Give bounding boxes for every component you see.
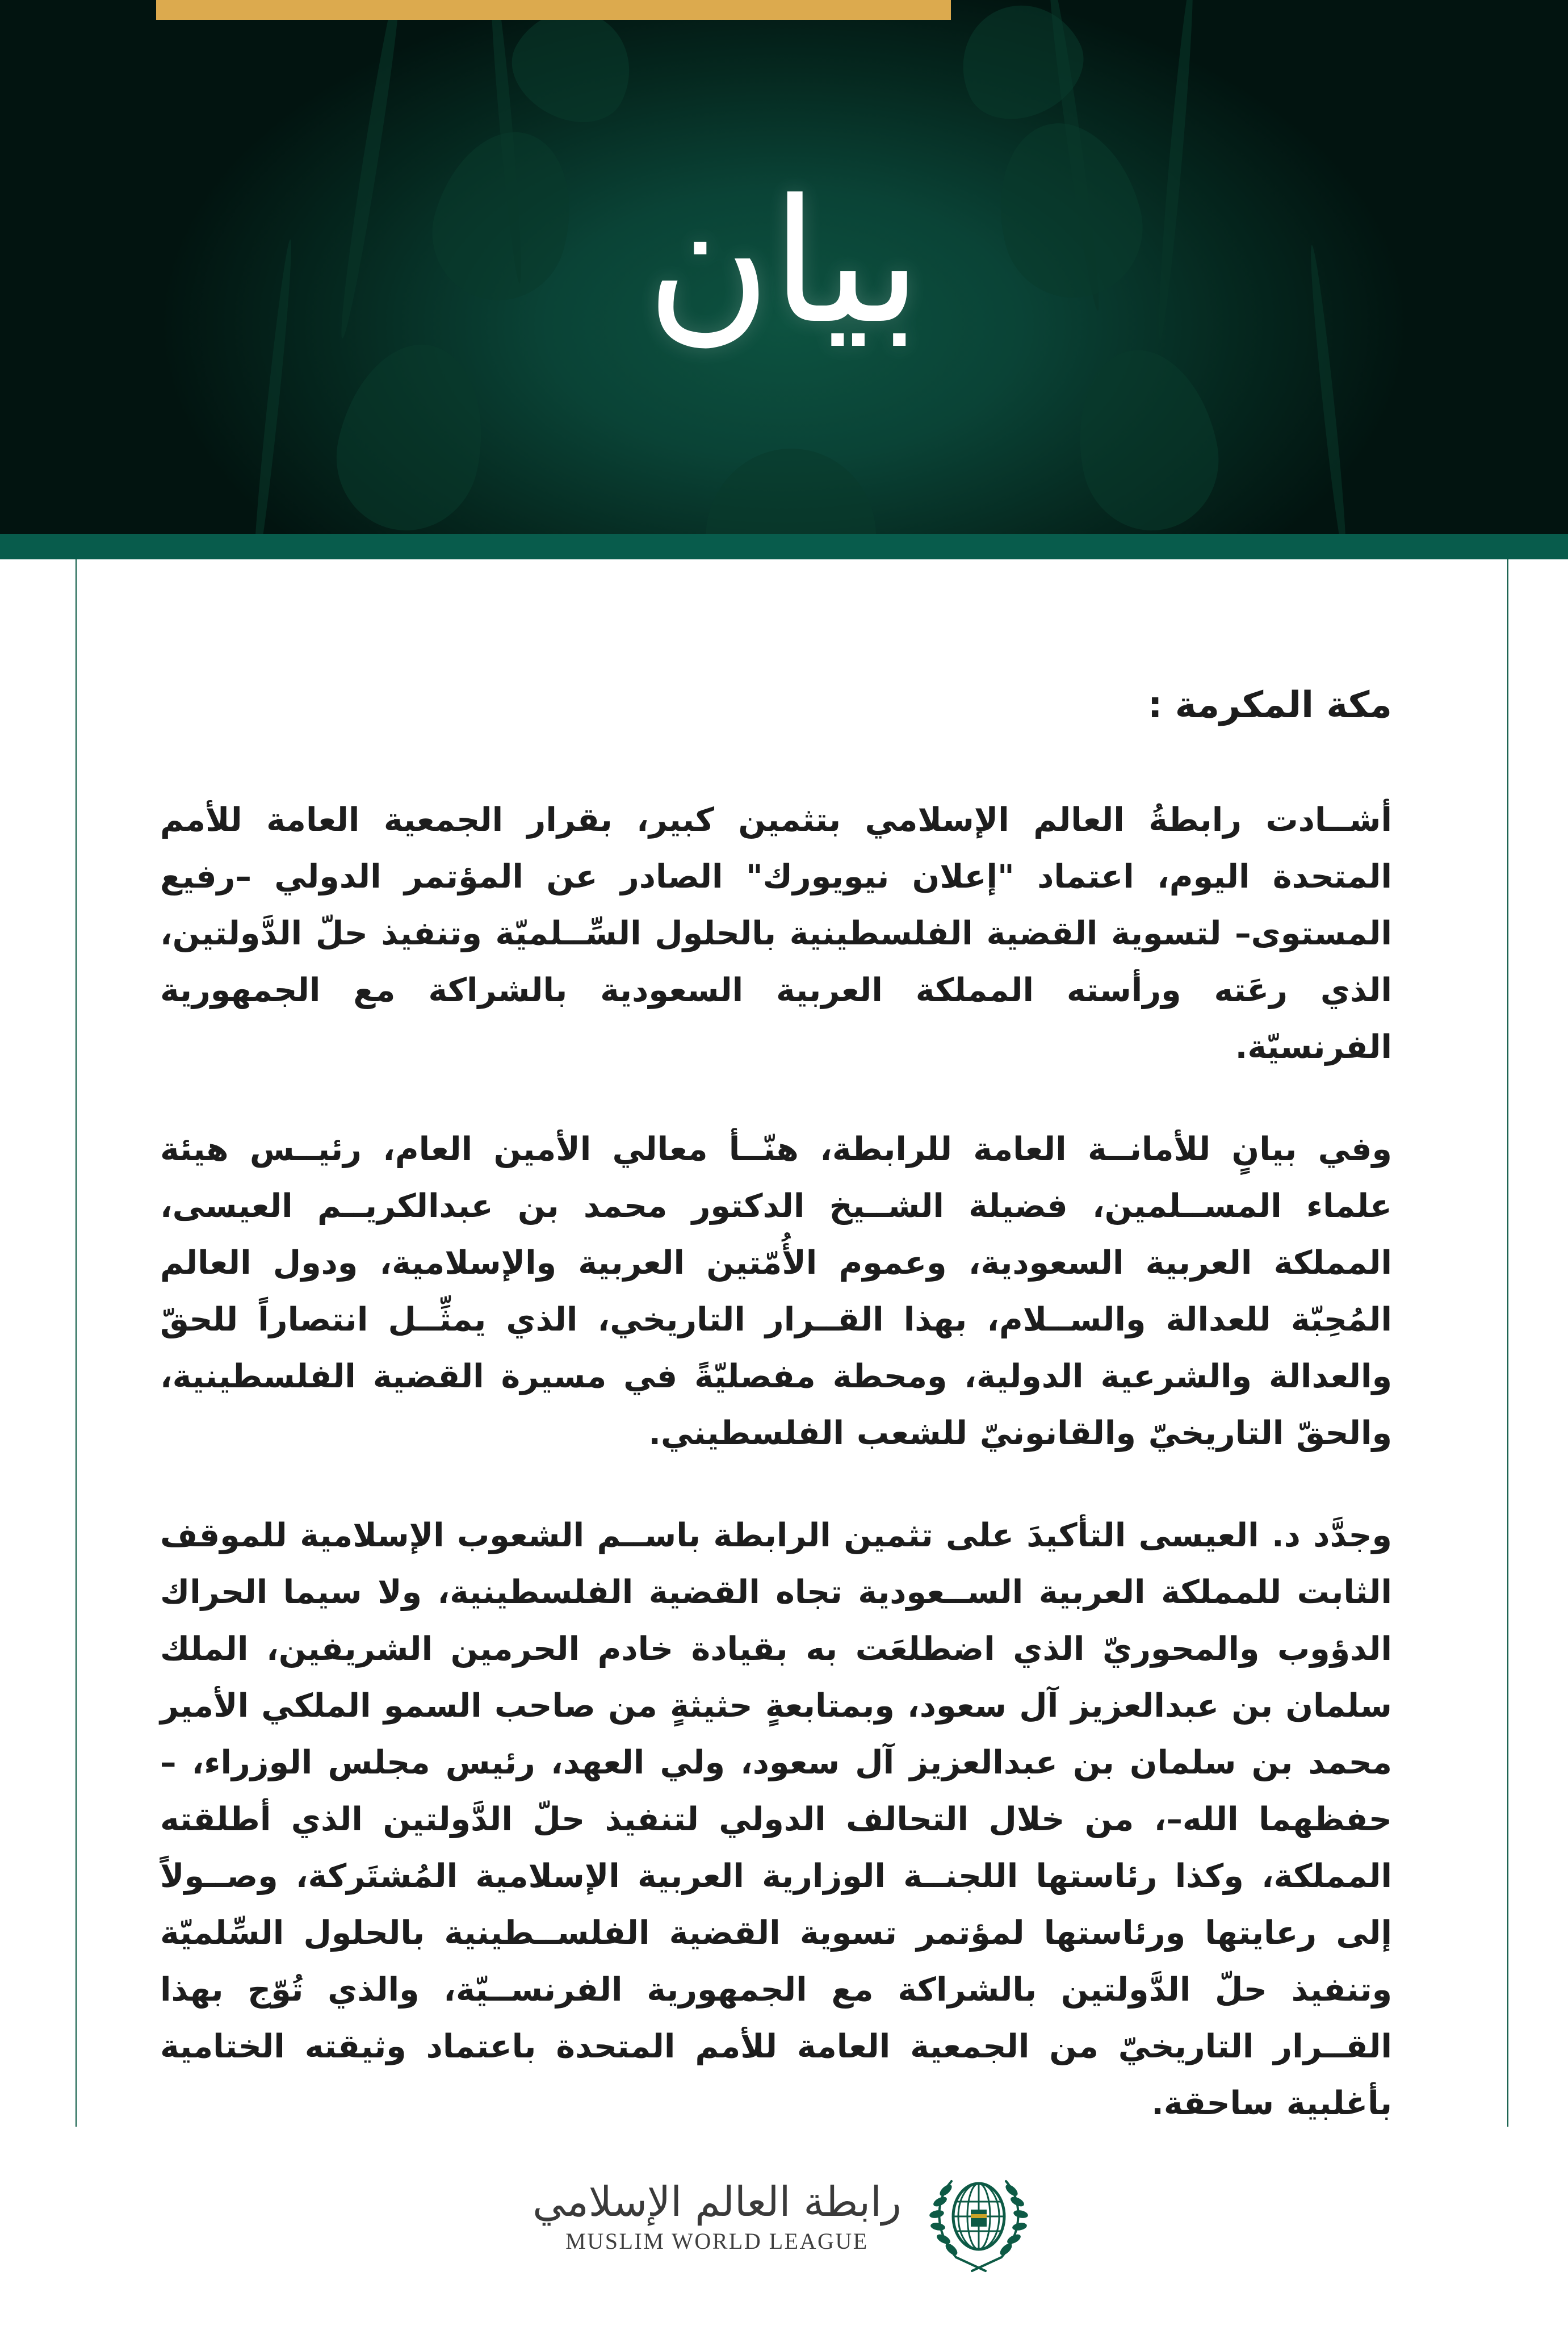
header-title-block — [0, 0, 1568, 534]
gold-accent-bar — [156, 0, 951, 20]
dateline: مكة المكرمة : — [1147, 684, 1392, 726]
muslim-world-league-emblem-icon — [922, 2160, 1035, 2276]
statement-paragraph: وفي بيانٍ للأمانــة العامة للرابطة، هنّــأ معالي الأمين العام، رئيــس هيئة علماء المســلمين، فضيلة الشــيخ الدكتور محمد بن عبدالكريــم العيسى، المملكة العربية السعودية، وعموم الأُمّتين العربية والإسلامية، ودول العالم المُحِبّة للعدالة والســلام، بهذا القــرار التاريخي، الذي يمثِّــل انتصاراً للحقّ والعدالة والشرعية الدولية، ومحطة مفصليّةً في مسيرة القضية الفلسطينية، والحقّ التاريخيّ والقانونيّ للشعب الفلسطيني. — [160, 1131, 1392, 1452]
statement-paragraph: أشــادت رابطةُ العالم الإسلامي بتثمين كبير، بقرار الجمعية العامة للأمم المتحدة اليوم، اعتماد "إعلان نيويورك" الصادر عن المؤتمر الدولي –رفيع المستوى– لتسوية القضية الفلسطينية بالحلول السِّــلميّة وتنفيذ حلّ الدَّولتين، الذي رعَته ورأسته المملكة العربية السعودية بالشراكة مع الجمهورية الفرنسيّة. — [160, 801, 1392, 1066]
teal-divider-band — [0, 534, 1568, 559]
logo-arabic-name: رابطة العالم الإسلامي — [533, 2177, 902, 2225]
logo-wordmark — [533, 2177, 902, 2254]
document-header — [0, 0, 1568, 559]
left-margin-rule — [76, 559, 77, 2127]
statement-paragraph: وجدَّد د. العيسى التأكيدَ على تثمين الرابطة باســم الشعوب الإسلامية للموقف الثابت للمملكة العربية الســعودية تجاه القضية الفلسطينية، ولا سيما الحراك الدؤوب والمحوريّ الذي اضطلعَت به بقيادة خادم الحرمين الشريفين، الملك سلمان بن عبدالعزيز آل سعود، وبمتابعةٍ حثيثةٍ من صاحب السمو الملكي الأمير محمد بن سلمان بن عبدالعزيز آل سعود، ولي العهد، رئيس مجلس الوزراء، –حفظهما الله–، من خلال التحالف الدولي لتنفيذ حلّ الدَّولتين الذي أطلقته المملكة، وكذا رئاستها اللجنــة الوزارية العربية الإسلامية المُشتَركة، وصــولاً إلى رعايتها ورئاستها لمؤتمر تسوية القضية الفلســطينية بالحلول السِّلميّة وتنفيذ حلّ الدَّولتين بالشراكة مع الجمهورية الفرنســيّة، والذي تُوّج بهذا القــرار التاريخيّ من الجمعية العامة للأمم المتحدة باعتماد وثيقته الختامية بأغلبية ساحقة. — [160, 1517, 1392, 2122]
footer-logo-block — [0, 2152, 1568, 2283]
document-body — [0, 559, 1568, 2326]
page-title: بيان — [646, 163, 922, 361]
right-margin-rule — [1507, 559, 1508, 2127]
statement-content — [160, 684, 1392, 2132]
logo-english-name: MUSLIM WORLD LEAGUE — [565, 2228, 869, 2254]
